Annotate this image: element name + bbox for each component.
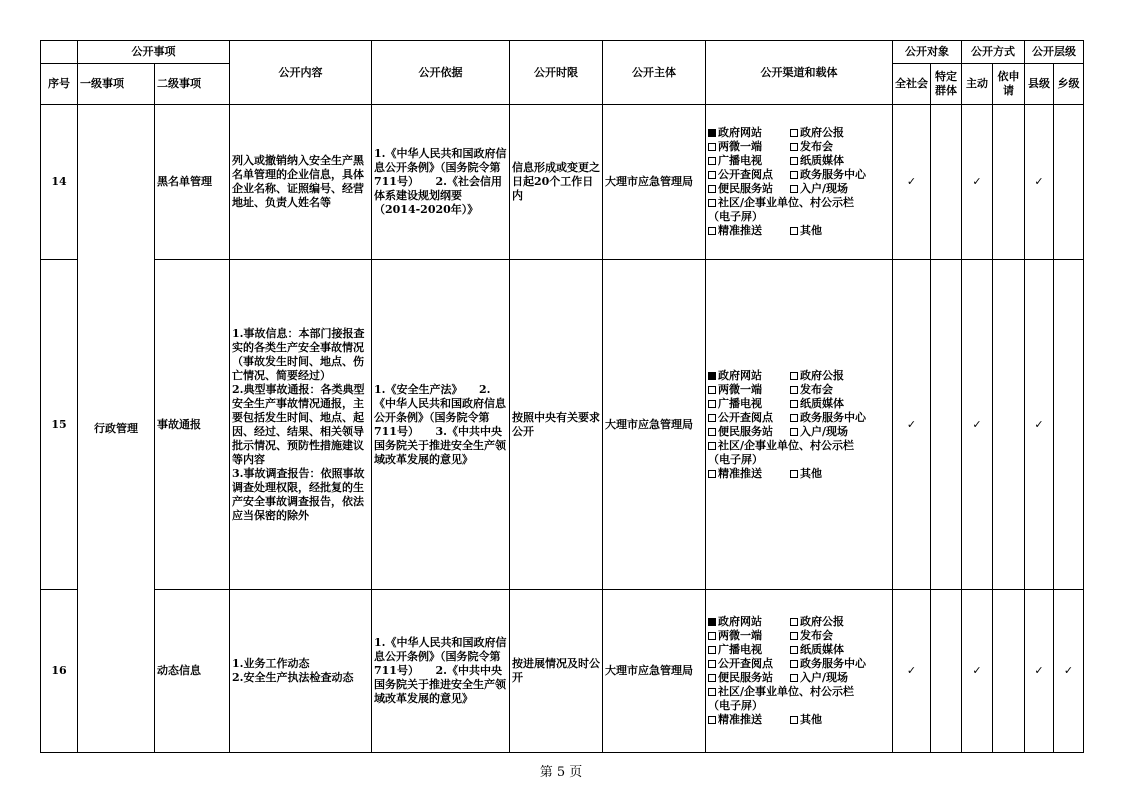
checkbox-checked-icon (708, 129, 716, 137)
row-level2: 黑名单管理 (155, 105, 230, 260)
row-content: 列入或撤销纳入安全生产黑名单管理的企业信息，具体企业名称、证照编号、经营地址、负责人姓名等 (230, 105, 372, 260)
checkbox-icon (790, 171, 798, 179)
header-time-limit: 公开时限 (510, 41, 603, 105)
checkbox-icon (790, 386, 798, 394)
row-content: 1.事故信息：本部门接报查实的各类生产安全事故情况（事故发生时间、地点、伤亡情况、简要经过） 2.典型事故通报：各类典型安全生产事故情况通报，主要包括发生时间、地点、起因、经过、结果、相关领导批示情况、预防性措施建议等内容 3.事故调查报告：依照事故调查处理权限，经批复的生产安全事故调查报告，依法应当保密的除外 (230, 260, 372, 590)
header-public-items: 公开事项 (78, 41, 230, 64)
check-county: ✓ (1025, 260, 1054, 590)
check-proactive: ✓ (962, 105, 993, 260)
header-specific-group: 特定群体 (931, 64, 962, 105)
checkbox-icon (708, 199, 716, 207)
checkbox-icon (790, 660, 798, 668)
checkbox-icon (708, 660, 716, 668)
checkbox-icon (790, 674, 798, 682)
row-basis: 1.《中华人民共和国政府信息公开条例》（国务院令第711号） 2.《中共中央 国务院关于推进安全生产领域改革发展的意见》 (372, 590, 510, 753)
checkbox-icon (790, 632, 798, 640)
checkbox-icon (790, 129, 798, 137)
table-row (41, 260, 1084, 590)
checkbox-icon (790, 716, 798, 724)
check-township: ✓ (1054, 590, 1084, 753)
checkbox-icon (708, 400, 716, 408)
check-on-request (993, 105, 1025, 260)
check-specific-group (931, 260, 962, 590)
check-county: ✓ (1025, 590, 1054, 753)
checkbox-checked-icon (708, 372, 716, 380)
checkbox-icon (708, 632, 716, 640)
level1-item: 行政管理 (78, 105, 155, 753)
checkbox-icon (790, 372, 798, 380)
row-time-limit: 按照中央有关要求公开 (510, 260, 603, 590)
row-level2: 动态信息 (155, 590, 230, 753)
channel-list: 政府网站 政府公报 两微一端 发布会 广播电视 纸质媒体 公开查阅点 政务服务中心 便民服务站 入户/现场 社区/企事业单位、村公示栏 （电子屏） 精准推送 其他 (706, 105, 893, 260)
header-basis: 公开依据 (372, 41, 510, 105)
table-row (41, 590, 1084, 753)
checkbox-icon (790, 400, 798, 408)
checkbox-icon (790, 470, 798, 478)
disclosure-table (40, 40, 1084, 753)
header-level: 公开层级 (1025, 41, 1084, 64)
checkbox-icon (708, 227, 716, 235)
check-specific-group (931, 105, 962, 260)
header-proactive: 主动 (962, 64, 993, 105)
checkbox-icon (790, 646, 798, 654)
check-whole-society: ✓ (893, 260, 931, 590)
header-whole-society: 全社会 (893, 64, 931, 105)
checkbox-icon (708, 470, 716, 478)
check-county: ✓ (1025, 105, 1054, 260)
checkbox-icon (790, 227, 798, 235)
checkbox-icon (790, 428, 798, 436)
checkbox-icon (708, 157, 716, 165)
check-on-request (993, 590, 1025, 753)
check-township (1054, 105, 1084, 260)
header-channels: 公开渠道和载体 (706, 41, 893, 105)
header-level2: 二级事项 (155, 64, 230, 105)
check-proactive: ✓ (962, 260, 993, 590)
header-on-request: 依申请 (993, 64, 1025, 105)
row-content: 1.业务工作动态 2.安全生产执法检查动态 (230, 590, 372, 753)
channel-list: 政府网站 政府公报 两微一端 发布会 广播电视 纸质媒体 公开查阅点 政务服务中心 便民服务站 入户/现场 社区/企事业单位、村公示栏 （电子屏） 精准推送 其他 (706, 260, 893, 590)
checkbox-icon (790, 143, 798, 151)
check-proactive: ✓ (962, 590, 993, 753)
checkbox-icon (708, 185, 716, 193)
row-seq: 15 (41, 260, 78, 590)
row-basis: 1.《安全生产法》 2.《中华人民共和国政府信息公开条例》（国务院令第711号） 3.《中共中央 国务院关于推进安全生产领域改革发展的意见》 (372, 260, 510, 590)
header-subject: 公开主体 (603, 41, 706, 105)
check-township (1054, 260, 1084, 590)
checkbox-icon (708, 442, 716, 450)
row-time-limit: 信息形成或变更之日起20个工作日内 (510, 105, 603, 260)
checkbox-icon (708, 688, 716, 696)
header-township: 乡级 (1054, 64, 1084, 105)
header-seq: 序号 (41, 64, 78, 105)
header-level1: 一级事项 (78, 64, 155, 105)
row-subject: 大理市应急管理局 (603, 260, 706, 590)
header-audience: 公开对象 (893, 41, 962, 64)
checkbox-icon (790, 618, 798, 626)
checkbox-icon (708, 428, 716, 436)
check-specific-group (931, 590, 962, 753)
checkbox-checked-icon (708, 618, 716, 626)
header-content: 公开内容 (230, 41, 372, 105)
row-seq: 14 (41, 105, 78, 260)
checkbox-icon (708, 143, 716, 151)
checkbox-icon (708, 716, 716, 724)
row-time-limit: 按进展情况及时公开 (510, 590, 603, 753)
row-level2: 事故通报 (155, 260, 230, 590)
page-number: 第 5 页 (539, 765, 583, 780)
channel-list: 政府网站 政府公报 两微一端 发布会 广播电视 纸质媒体 公开查阅点 政务服务中心 便民服务站 入户/现场 社区/企事业单位、村公示栏 （电子屏） 精准推送 其他 (706, 590, 893, 753)
checkbox-icon (790, 157, 798, 165)
checkbox-icon (708, 171, 716, 179)
checkbox-icon (708, 386, 716, 394)
header-county: 县级 (1025, 64, 1054, 105)
checkbox-icon (790, 185, 798, 193)
header-method: 公开方式 (962, 41, 1025, 64)
checkbox-icon (708, 646, 716, 654)
check-whole-society: ✓ (893, 105, 931, 260)
row-subject: 大理市应急管理局 (603, 105, 706, 260)
check-whole-society: ✓ (893, 590, 931, 753)
row-subject: 大理市应急管理局 (603, 590, 706, 753)
checkbox-icon (708, 674, 716, 682)
row-seq: 16 (41, 590, 78, 753)
row-basis: 1.《中华人民共和国政府信息公开条例》（国务院令第711号） 2.《社会信用体系建设规划纲要（2014-2020年）》 (372, 105, 510, 260)
table-row (41, 105, 1084, 260)
header-blank (41, 41, 78, 64)
check-on-request (993, 260, 1025, 590)
checkbox-icon (708, 414, 716, 422)
checkbox-icon (790, 414, 798, 422)
